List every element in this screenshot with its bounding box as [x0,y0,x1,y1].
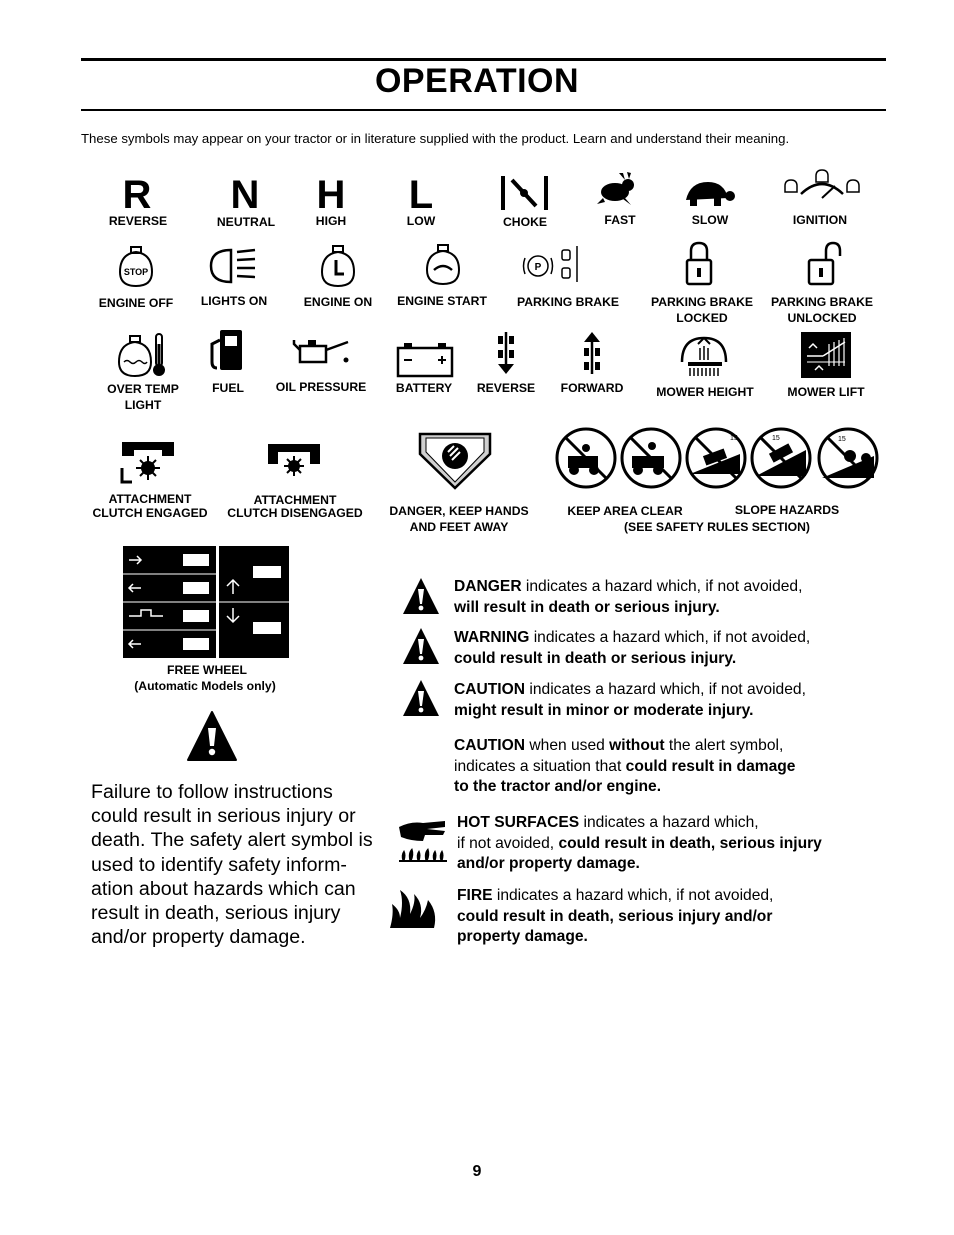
danger-mid: indicates a hazard which, if not avoided, [521,578,803,595]
engine-off-label: ENGINE OFF [98,296,174,310]
safety-alert-icon [186,710,238,762]
oil-can-icon [292,336,350,370]
reverse-label-2: REVERSE [476,381,536,395]
hot-surface-icon [397,815,449,863]
high-letter: H [316,173,346,217]
stop-text: STOP [123,267,149,277]
warning-word: WARNING [454,629,530,646]
hot-mid: indicates a hazard which, [579,814,759,831]
hot-surfaces-definition [457,813,822,875]
slope-number-3: 15 [838,436,846,443]
engine-on-label: ENGINE ON [303,295,373,309]
caution-word: CAUTION [454,681,526,698]
choke-icon [500,174,550,212]
lock-icon [684,240,714,288]
high-label: HIGH [315,214,347,228]
hot-bold2: and/or property damage. [457,855,640,872]
title-rule [81,109,886,111]
over-temp-label-1: OVER TEMP [107,382,179,396]
attachment-clutch-engaged-icon [120,438,176,488]
parking-brake-unlocked-label-1: PARKING BRAKE [770,295,874,309]
keep-area-clear-label: KEEP AREA CLEAR [567,504,683,518]
fuel-icon [208,328,244,372]
free-wheel-icon [123,546,289,658]
unlock-icon [806,240,842,288]
caution2-c: indicates a situation that [454,757,626,775]
mower-lift-icon [801,332,851,378]
fire-bold2: property damage. [457,928,588,945]
danger-bold: will result in death or serious injury. [454,598,720,616]
warning-definition [454,628,810,669]
forward-arrow-icon [580,330,604,376]
keep-clear-circle-1 [557,429,615,487]
slow-label: SLOW [691,213,729,227]
free-wheel-label-1: FREE WHEEL [167,663,247,677]
slope-circle-1 [687,429,745,487]
fuel-label: FUEL [212,381,244,395]
warning-mid: indicates a hazard which, if not avoided, [529,629,811,646]
caution2-b: the alert symbol, [664,737,784,754]
parking-brake-icon [522,242,584,286]
slope-number-2: 15 [772,435,780,442]
fire-icon [388,884,440,930]
slope-circle-2 [752,429,810,487]
battery-label: BATTERY [395,381,453,395]
attachment-clutch-disengaged-icon [266,440,322,480]
neutral-letter: N [230,173,260,217]
slope-number-1: 15 [730,435,738,442]
engine-start-icon [424,244,462,286]
p-text: P [534,262,542,273]
fire-word: FIRE [457,887,493,904]
headlight-icon [209,246,259,286]
ace-label-2: CLUTCH ENGAGED [92,506,208,520]
fire-bold1: could result in death, serious injury and/or [457,907,773,925]
danger-word: DANGER [454,578,522,595]
warning-alert-icon [401,626,441,666]
turtle-icon [680,178,736,210]
caution2-without: without [609,737,665,754]
hot-word: HOT SURFACES [457,814,580,831]
lights-on-label: LIGHTS ON [200,294,268,308]
battery-icon [396,342,454,378]
parking-brake-locked-label-2: LOCKED [676,311,728,325]
over-temp-label-2: LIGHT [124,398,162,412]
page-number: 9 [472,1163,482,1180]
engine-on-icon [318,244,358,288]
rabbit-icon [595,172,641,206]
forward-label: FORWARD [560,381,624,395]
caution-alert-icon [401,678,441,718]
reverse-label: REVERSE [108,214,168,228]
top-rule [81,58,886,61]
warning-bold: could result in death or serious injury. [454,649,737,667]
fire-mid: indicates a hazard which, if not avoided, [492,887,774,904]
acd-label-1: ATTACHMENT [253,493,337,507]
danger-hands-label-1: DANGER, KEEP HANDS [389,504,529,518]
hot-bold1: could result in death, serious injury [558,834,822,852]
slope-hazards-label: SLOPE HAZARDS [734,503,840,517]
acd-label-2: CLUTCH DISENGAGED [227,506,363,520]
caution-bold: might result in minor or moderate injury. [454,701,754,719]
reverse-arrow-icon [494,330,518,376]
low-label: LOW [406,214,436,228]
failure-paragraph: Failure to follow instructions could result in serious injury or death. The safety alert symbol is used to identify safety inform-ation about hazards which can result in death, serious injury and/or property damage. [91,781,373,949]
danger-definition [454,577,802,618]
keep-clear-circle-2 [622,429,680,487]
oil-pressure-label: OIL PRESSURE [275,380,367,394]
caution2-bold1: could result in damage [625,757,796,775]
page-title: OPERATION [374,62,580,100]
safety-circles-icon [554,426,884,490]
caution2-a: when used [525,737,610,754]
engine-start-label: ENGINE START [397,294,487,308]
slope-circle-3 [819,429,877,487]
ignition-icon [781,168,863,202]
low-letter: L [408,173,434,217]
caution2-bold2: to the tractor and/or engine. [454,778,662,795]
danger-hands-label-2: AND FEET AWAY [409,520,509,534]
free-wheel-label-2: (Automatic Models only) [134,679,276,693]
over-temp-icon [116,330,168,380]
caution-definition [454,680,806,721]
fast-label: FAST [604,213,636,227]
caution-mid: indicates a hazard which, if not avoided, [525,681,806,698]
parking-brake-label: PARKING BRAKE [516,295,620,309]
parking-brake-unlocked-label-2: UNLOCKED [787,311,857,325]
parking-brake-locked-label-1: PARKING BRAKE [650,295,754,309]
mower-height-icon [678,332,730,378]
fire-definition [457,886,773,948]
danger-alert-icon [401,576,441,616]
ace-label-1: ATTACHMENT [108,492,192,506]
caution-no-symbol-definition [454,736,795,798]
reverse-letter: R [122,173,152,217]
intro-text: These symbols may appear on your tractor or in literature supplied with the product. Learn and understand their meaning. [81,131,790,146]
ignition-label: IGNITION [792,213,848,227]
neutral-label: NEUTRAL [216,215,276,229]
engine-off-icon [116,246,156,288]
mower-height-label: MOWER HEIGHT [656,385,754,399]
caution2-word: CAUTION [454,737,526,754]
danger-hands-icon [418,432,492,490]
choke-label: CHOKE [502,215,548,229]
mower-lift-label: MOWER LIFT [787,385,865,399]
hot-c: if not avoided, [457,834,559,852]
see-safety-label: (SEE SAFETY RULES SECTION) [624,520,810,534]
